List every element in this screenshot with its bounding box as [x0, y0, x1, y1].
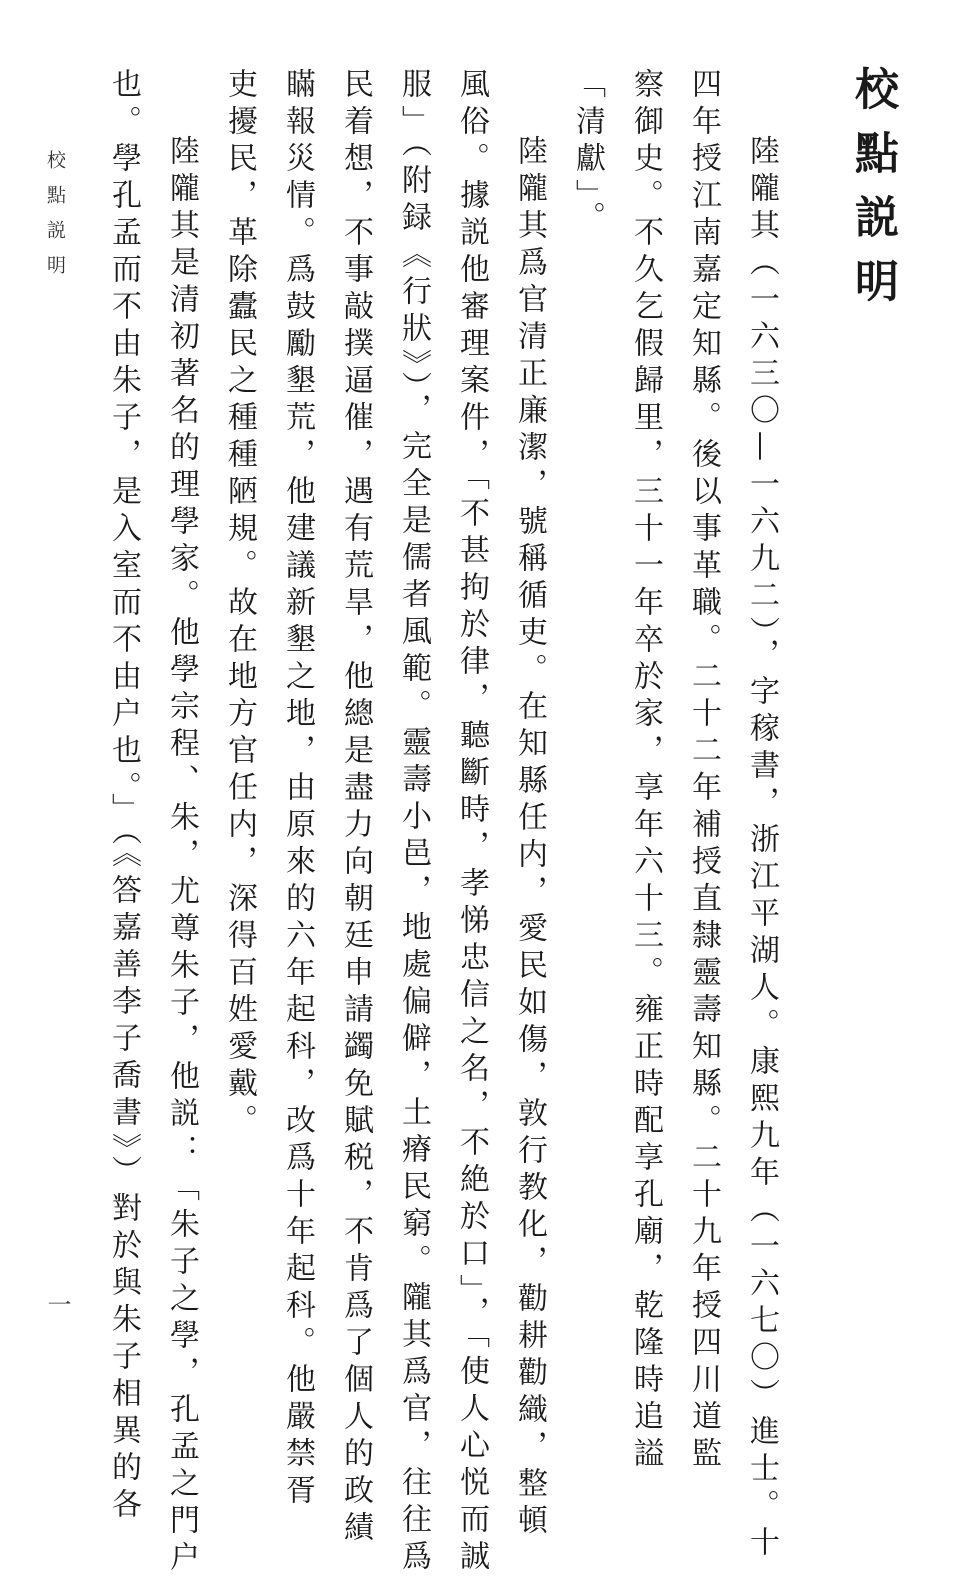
text-column-5: 陸隴其爲官清正廉潔，號稱循吏。在知縣任内，愛民如傷，敦行教化，勸耕勸織，整頓 [512, 135, 547, 1541]
text-column-3: 察御史。不久乞假歸里，三十一年卒於家，享年六十三。雍正時配享孔廟，乾隆時追謚 [628, 68, 663, 1474]
running-header: 校點説明 [44, 150, 66, 290]
text-column-2: 四年授江南嘉定知縣。後以事革職。二十二年補授直隸靈壽知縣。二十九年授四川道監 [686, 68, 721, 1474]
text-column-1: 陸隴其（一六三〇—一六九二），字稼書，浙江平湖人。康熙九年（一六七〇）進士。十 [744, 135, 779, 1563]
text-column-12: 也。學孔孟而不由朱子，是入室而不由户也。」（《答嘉善李子喬書》）對於與朱子相異的各 [106, 68, 141, 1525]
text-column-6: 風俗。據説他審理案件，「不甚拘於律，聽斷時，孝悌忠信之名，不絶於口」，「使人心悦而誠 [454, 68, 489, 1577]
text-column-11: 陸隴其是清初著名的理學家。他學宗程、朱，尤尊朱子，他説：「朱子之學，孔孟之門户 [164, 135, 199, 1578]
page-title: 校點説明 [847, 66, 898, 322]
text-column-9: 瞞報災情。爲鼓勵墾荒，他建議新墾之地，由原來的六年起科，改爲十年起科。他嚴禁胥 [280, 68, 315, 1511]
text-column-10: 吏擾民，革除蠹民之種種陋規。故在地方官任内，深得百姓愛戴。 [222, 68, 257, 1141]
text-column-8: 民着想，不事敲撲逼催，遇有荒旱，他總是盡力向朝廷申請蠲免賦税，不肯爲了個人的政績 [338, 68, 373, 1548]
text-column-4: 「清獻」。 [570, 68, 605, 238]
text-column-7: 服」（附録《行狀》），完全是儒者風範。靈壽小邑，地處偏僻，土瘠民窮。隴其爲官，往往爲 [396, 68, 431, 1577]
page-number: 一 [43, 1292, 71, 1316]
